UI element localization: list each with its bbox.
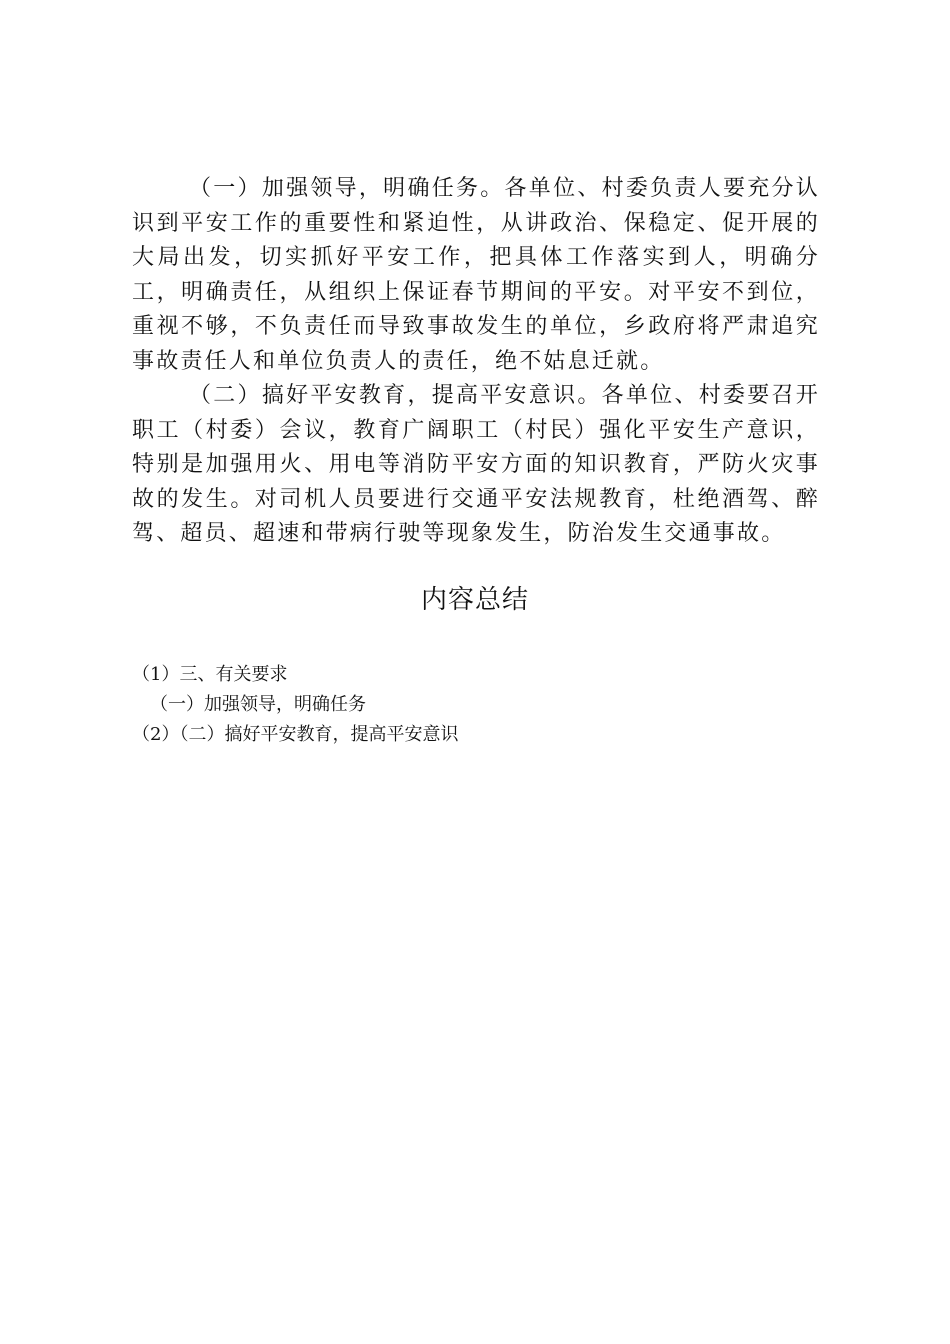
summary-item: （一）加强领导，明确任务 [150, 694, 366, 715]
summary-title: 内容总结 [420, 585, 529, 615]
paragraph-leadership: （一）加强领导，明确任务。各单位、村委负责人要充分认识到平安工作的重要性和紧迫性，从讲政治、保稳定、促开展的大局出发，切实抓好平安工作，把具体工作落实到人，明确分工，明确责任，从组织上保证春节期间的平安。对平安不到位，重视不够，不负责任而导致事故发生的单位，乡政府将严肃追究事故责任人和单位负责人的责任，绝不姑息迁就。 [132, 176, 820, 374]
paragraph-safety-education: （二）搞好平安教育，提高平安意识。各单位、村委要召开职工（村委）会议，教育广阔职工（村民）强化平安生产意识，特别是加强用火、用电等消防平安方面的知识教育，严防火灾事故的发生。对司机人员要进行交通平安法规教育，杜绝酒驾、醉驾、超员、超速和带病行驶等现象发生，防治发生交通事故。 [132, 383, 820, 546]
summary-item: （2）（二）搞好平安教育，提高平安意识 [132, 724, 459, 745]
body-text [132, 172, 820, 552]
summary-item: （1）三、有关要求 [132, 664, 288, 685]
summary-list [132, 660, 832, 750]
